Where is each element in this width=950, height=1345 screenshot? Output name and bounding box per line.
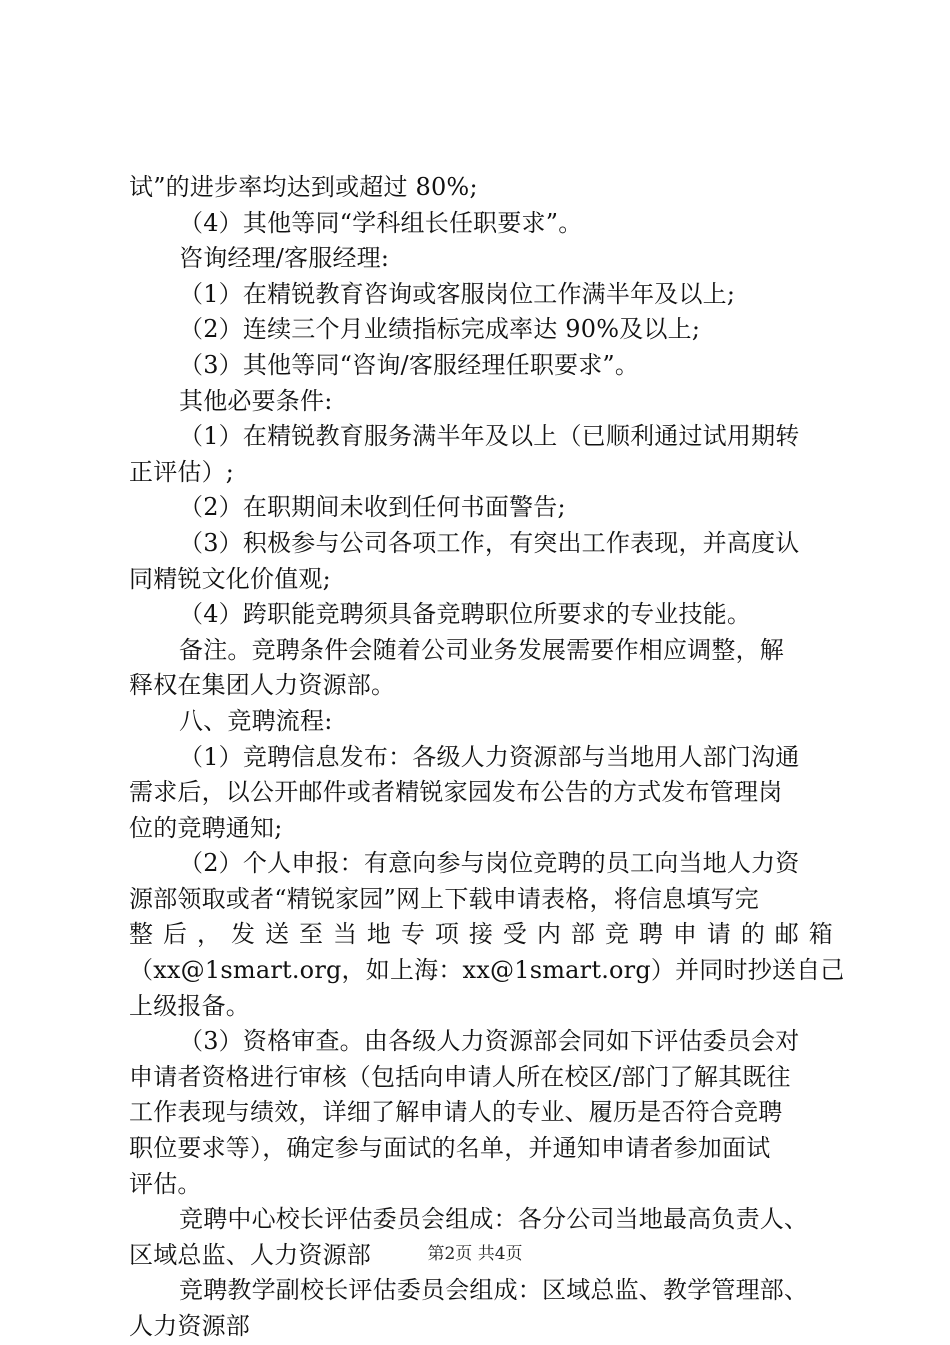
page-footer bbox=[0, 1242, 950, 1266]
note-line: 释权在集团人力资源部。 bbox=[129, 671, 396, 700]
document-body bbox=[129, 170, 845, 1345]
text-line: （4）其他等同“学科组长任职要求”。 bbox=[179, 208, 583, 237]
text-line: 人力资源部 bbox=[129, 1312, 250, 1340]
section-heading: 其他必要条件: bbox=[179, 386, 333, 415]
text-line: （2）个人申报：有意向参与岗位竞聘的员工向当地人力资 bbox=[179, 849, 800, 878]
text-line: （1）在精锐教育咨询或客服岗位工作满半年及以上; bbox=[179, 279, 736, 308]
text-line: 申请者资格进行审核（包括向申请人所在校区/部门了解其既往 bbox=[129, 1062, 791, 1091]
text-line: 试”的进步率均达到或超过 80%; bbox=[129, 173, 478, 201]
text-line: 工作表现与绩效，详细了解申请人的专业、履历是否符合竞聘 bbox=[129, 1098, 783, 1127]
section-heading: 八、竞聘流程: bbox=[179, 706, 333, 735]
text-line: （xx@1smart.org，如上海：xx@1smart.org）并同时抄送自己 bbox=[129, 956, 845, 985]
text-line: （2）连续三个月业绩指标完成率达 90%及以上; bbox=[179, 315, 701, 344]
text-line: 评估。 bbox=[129, 1169, 202, 1198]
text-line: 整后，发送至当地专项接受内部竞聘申请的邮箱 bbox=[129, 920, 833, 949]
text-line: 职位要求等），确定参与面试的名单，并通知申请者参加面试 bbox=[129, 1134, 771, 1163]
text-line: 位的竞聘通知; bbox=[129, 813, 283, 842]
text-line: （1）竞聘信息发布：各级人力资源部与当地用人部门沟通 bbox=[179, 742, 800, 771]
text-line: 上级报备。 bbox=[129, 991, 250, 1020]
section-heading: 咨询经理/客服经理: bbox=[179, 244, 390, 273]
text-line: 正评估）; bbox=[129, 457, 235, 486]
text-line: 竞聘教学副校长评估委员会组成：区域总监、教学管理部、 bbox=[179, 1276, 809, 1305]
text-line: 同精锐文化价值观; bbox=[129, 564, 331, 593]
text-line: （3）积极参与公司各项工作，有突出工作表现，并高度认 bbox=[179, 528, 800, 557]
text-line: 竞聘中心校长评估委员会组成：各分公司当地最高负责人、 bbox=[179, 1205, 809, 1234]
text-line: （3）资格审查。由各级人力资源部会同如下评估委员会对 bbox=[179, 1027, 800, 1056]
text-line: 需求后，以公开邮件或者精锐家园发布公告的方式发布管理岗 bbox=[129, 778, 783, 807]
text-line: （2）在职期间未收到任何书面警告; bbox=[179, 493, 566, 522]
text-line: （1）在精锐教育服务满半年及以上（已顺利通过试用期转 bbox=[179, 422, 800, 451]
text-line: （4）跨职能竞聘须具备竞聘职位所要求的专业技能。 bbox=[179, 600, 752, 629]
text-line: 源部领取或者“精锐家园”网上下载申请表格，将信息填写完 bbox=[129, 884, 759, 913]
text-line: （3）其他等同“咨询/客服经理任职要求”。 bbox=[179, 350, 640, 379]
text-line: 区域总监、人力资源部 bbox=[129, 1240, 371, 1269]
page-number: 第2页 共4页 bbox=[427, 1244, 523, 1264]
note-line: 备注。竞聘条件会随着公司业务发展需要作相应调整，解 bbox=[179, 635, 784, 664]
